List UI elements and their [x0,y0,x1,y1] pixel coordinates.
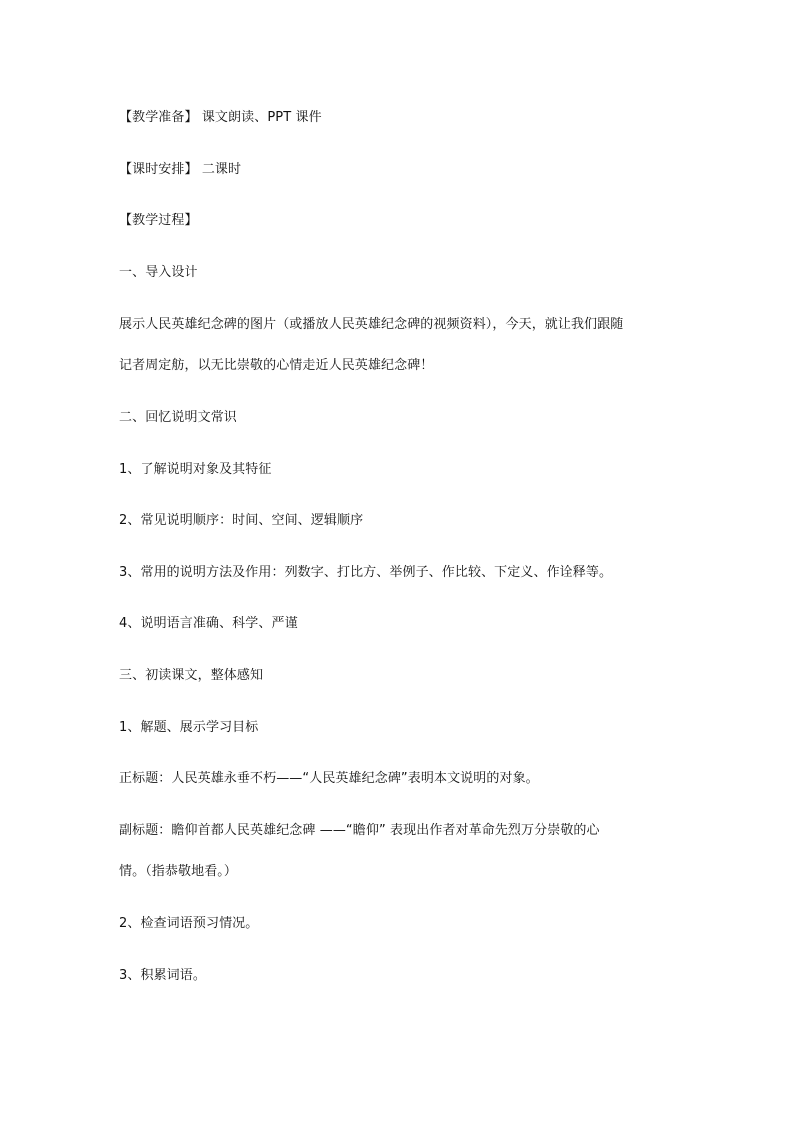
teaching-preparation-line: 【教学准备】 课文朗读、PPT 课件 [119,110,322,125]
list-item-2: 2、常见说明顺序：时间、空间、逻辑顺序 [119,513,364,528]
list-item-vocab-accumulate: 3、积累词语。 [119,968,206,983]
class-schedule-line: 【课时安排】 二课时 [119,162,242,177]
section-three-heading: 三、初读课文，整体感知 [119,668,264,683]
list-item-title-explanation: 1、解题、展示学习目标 [119,720,259,735]
intro-paragraph-line-1: 展示人民英雄纪念碑的图片（或播放人民英雄纪念碑的视频资料），今天，就让我们跟随 [119,317,624,332]
main-title-line: 正标题：人民英雄永垂不朽——“人民英雄纪念碑”表明本文说明的对象。 [119,771,539,786]
subtitle-line-1: 副标题：瞻仰首都人民英雄纪念碑 ——“瞻仰” 表现出作者对革命先烈万分崇敬的心 [119,823,600,838]
list-item-1: 1、了解说明对象及其特征 [119,462,272,477]
section-one-heading: 一、导入设计 [119,265,198,280]
list-item-4: 4、说明语言准确、科学、严谨 [119,616,298,631]
list-item-vocab-check: 2、检查词语预习情况。 [119,916,259,931]
teaching-process-heading: 【教学过程】 [119,213,198,228]
list-item-3: 3、常用的说明方法及作用：列数字、打比方、举例子、作比较、下定义、作诠释等。 [119,565,613,580]
section-two-heading: 二、回忆说明文常识 [119,410,237,425]
intro-paragraph-line-2: 记者周定舫，以无比崇敬的心情走近人民英雄纪念碑！ [119,358,434,373]
subtitle-line-2: 情。（指恭敬地看。） [119,864,238,879]
